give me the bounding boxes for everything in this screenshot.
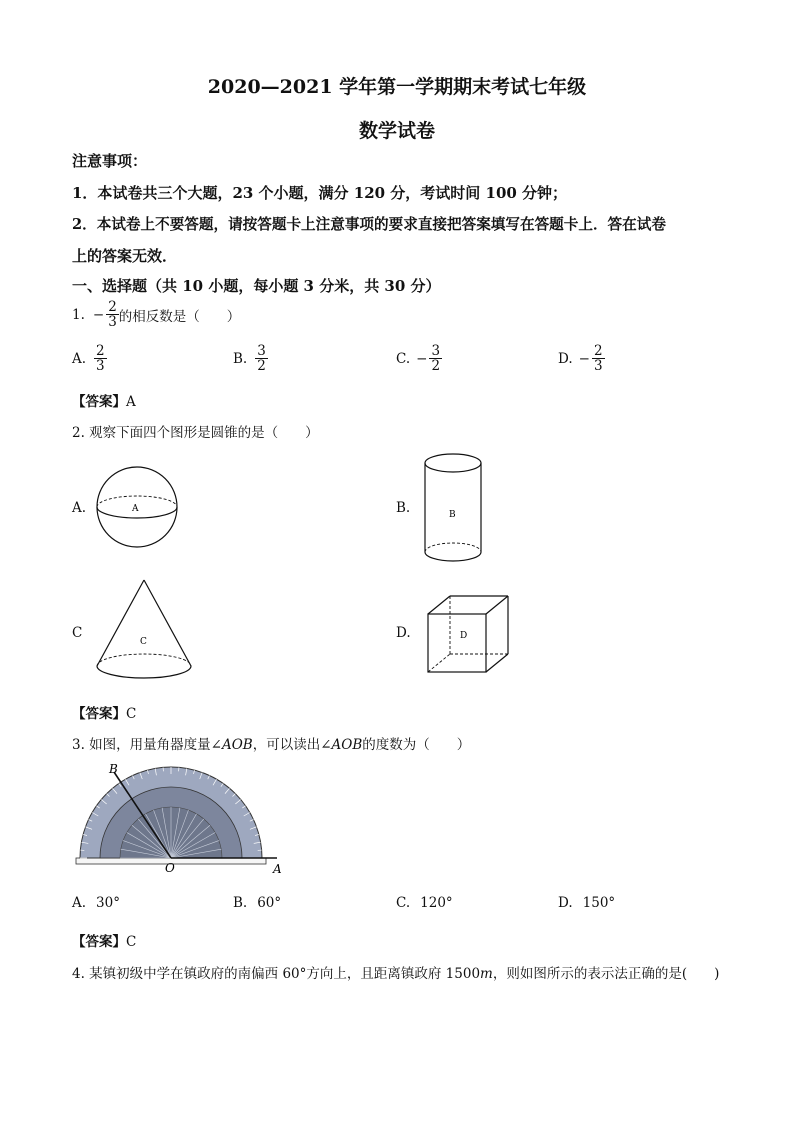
q4-stem-pre: 4. 某镇初级中学在镇政府的南偏西 60°方向上，且距离镇政府 1500 [72, 966, 481, 982]
cylinder-label: B [449, 510, 456, 520]
q3-stem-tail: 的度数为（ ） [362, 737, 471, 753]
notice-heading: 注意事项： [72, 152, 148, 170]
protractor-figure [72, 760, 292, 878]
option-fraction [94, 344, 107, 373]
option-letter: B. [233, 350, 248, 367]
q1-option-a [72, 344, 107, 373]
option-den: 3 [593, 358, 603, 375]
option-value: 120° [420, 895, 453, 911]
option-letter: B. [233, 895, 248, 911]
option-num: 2 [593, 343, 603, 359]
option-fraction [255, 344, 268, 373]
option-value: 60° [257, 895, 282, 911]
option-den: 3 [96, 358, 105, 375]
q1-minus: − [92, 306, 105, 323]
cylinder-figure [420, 452, 486, 564]
question-3-stem [72, 733, 470, 753]
answer-tag: 【答案】 [72, 706, 126, 722]
option-letter: A. [72, 350, 87, 367]
option-den: 2 [257, 358, 266, 375]
notice-item-2: 2．本试卷上不要答题，请按答题卡上注意事项的要求直接把答案填写在答题卡上．答在试卷 [72, 216, 666, 233]
question-2-stem: 2. 观察下面四个图形是圆锥的是（ ） [72, 425, 319, 441]
q4-unit: m [480, 966, 493, 982]
q2-option-a-letter: A. [72, 500, 87, 516]
q3-option-b [233, 895, 281, 911]
exam-title: 2020—2021 学年第一学期期末考试七年级 [207, 76, 587, 98]
exam-subtitle: 数学试卷 [358, 120, 435, 142]
option-letter: D. [558, 895, 573, 911]
option-num: 3 [431, 343, 441, 359]
notice-item-2-cont: 上的答案无效． [72, 247, 178, 265]
q1-fraction [106, 300, 119, 329]
option-num: 2 [96, 343, 105, 359]
q1-option-c [396, 344, 442, 373]
answer-tag: 【答案】 [72, 934, 126, 950]
q2-answer [72, 702, 136, 722]
option-letter: C. [396, 895, 411, 911]
q1-option-b [233, 344, 268, 373]
cone-figure [92, 576, 196, 686]
q1-fraction-den: 3 [108, 314, 117, 331]
q1-stem-tail: 的相反数是（ ） [118, 308, 241, 325]
q1-fraction-num: 2 [108, 299, 117, 315]
option-fraction [429, 344, 442, 373]
option-letter: D. [558, 350, 573, 367]
q1-option-d [558, 344, 605, 373]
cone-label: C [140, 637, 147, 647]
option-value: 150° [582, 895, 616, 911]
section-heading: 一、选择题（共 10 小题，每小题 3 分米，共 30 分） [72, 277, 441, 295]
option-letter: C. [396, 350, 411, 367]
point-a-label: A [273, 862, 282, 876]
answer-value: A [126, 394, 136, 410]
option-fraction [592, 344, 605, 373]
cube-label: D [460, 631, 468, 641]
q3-angle-1: ∠AOB [210, 737, 253, 753]
q3-option-a [72, 895, 120, 911]
option-num: 3 [257, 343, 266, 359]
q4-stem-tail: ，则如图所示的表示法正确的是( ) [492, 966, 720, 982]
question-4-stem [72, 962, 719, 982]
q3-option-c [396, 895, 453, 911]
answer-tag: 【答案】 [72, 394, 126, 410]
question-1-stem [72, 300, 240, 329]
answer-value: C [126, 934, 137, 950]
option-letter: A. [72, 895, 87, 911]
q3-stem-mid: ，可以读出 [252, 737, 321, 753]
q1-number: 1. [72, 306, 85, 323]
q3-option-d [558, 895, 615, 911]
q3-stem-pre: 3. 如图，用量角器度量 [72, 737, 211, 753]
point-b-label: B [109, 762, 118, 776]
option-sign: − [578, 350, 590, 367]
notice-item-1: 1．本试卷共三个大题，23 个小题，满分 120 分，考试时间 100 分钟； [72, 184, 568, 202]
q1-answer [72, 390, 136, 410]
q2-option-b-letter: B. [396, 500, 411, 516]
answer-value: C [126, 706, 137, 722]
option-den: 2 [431, 358, 441, 375]
q2-option-d-letter: D. [396, 625, 411, 641]
sphere-label: A [132, 504, 139, 514]
option-value: 30° [96, 895, 120, 911]
q2-option-c-letter: C [72, 625, 83, 641]
point-o-label: O [165, 861, 175, 875]
q3-angle-2: ∠AOB [320, 737, 363, 753]
cube-figure [424, 592, 516, 676]
option-sign: − [416, 350, 428, 367]
q3-answer [72, 930, 136, 950]
sphere-figure [92, 464, 182, 550]
